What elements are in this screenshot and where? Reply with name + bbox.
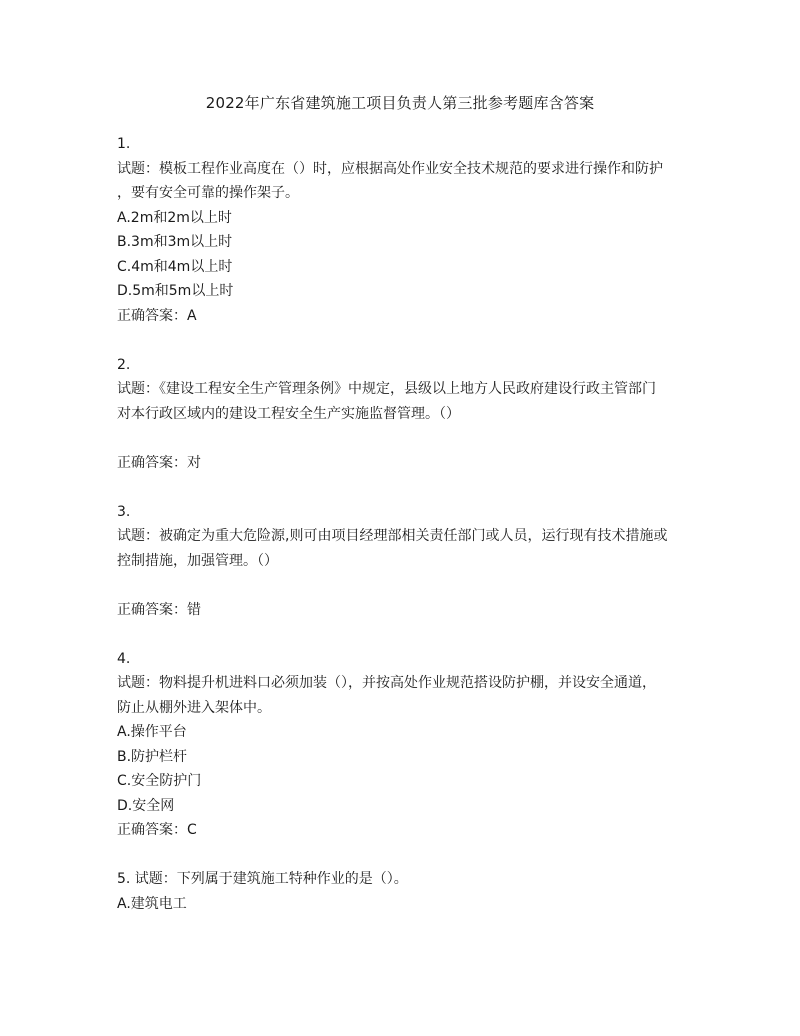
option-a: A.操作平台 — [117, 724, 187, 740]
correct-answer: 正确答案：错 — [117, 601, 201, 618]
question-number: 1. — [117, 136, 131, 152]
question-list — [117, 132, 692, 941]
question-stem-line: 控制措施，加强管理。（） — [117, 552, 278, 569]
question-2 — [117, 353, 692, 476]
question-stem-line: ，要有安全可靠的操作架子。 — [117, 185, 299, 201]
option-d: D.安全网 — [117, 797, 175, 814]
blank-line — [117, 573, 692, 598]
question-1 — [117, 132, 692, 328]
option-c: C.安全防护门 — [117, 773, 202, 789]
question-stem-line: 试题：被确定为重大危险源,则可由项目经理部相关责任部门或人员，运行现有技术措施或 — [117, 528, 668, 544]
option-a: A.2m和2m以上时 — [117, 209, 232, 226]
blank-line — [117, 426, 692, 451]
question-stem-line: 试题：模板工程作业高度在（）时，应根据高处作业安全技术规范的要求进行操作和防护 — [117, 160, 663, 177]
question-5 — [117, 867, 692, 916]
option-a: A.建筑电工 — [117, 895, 187, 912]
correct-answer: 正确答案：C — [117, 822, 197, 838]
correct-answer: 正确答案：对 — [117, 454, 201, 471]
question-stem-line: 试题：《建设工程安全生产管理条例》中规定，县级以上地方人民政府建设行政主管部门 — [117, 381, 656, 397]
question-4 — [117, 647, 692, 843]
option-b: B.防护栏杆 — [117, 748, 188, 765]
question-stem-line: 对本行政区域内的建设工程安全生产实施监督管理。（） — [117, 405, 460, 422]
document-title: 2022年广东省建筑施工项目负责人第三批参考题库含答案 — [205, 94, 595, 112]
option-c: C.4m和4m以上时 — [117, 258, 233, 275]
question-number: 4. — [117, 650, 131, 667]
question-3 — [117, 500, 692, 623]
option-d: D.5m和5m以上时 — [117, 283, 234, 299]
question-stem-line: 防止从棚外进入架体中。 — [117, 699, 271, 716]
question-stem-line: 5. 试题：下列属于建筑施工特种作业的是（）。 — [117, 871, 408, 887]
question-number: 3. — [117, 503, 131, 520]
question-stem-line: 试题：物料提升机进料口必须加装（），并按高处作业规范搭设防护棚，并设安全通道， — [117, 675, 656, 691]
question-number: 2. — [117, 356, 131, 373]
correct-answer: 正确答案：A — [117, 307, 197, 324]
option-b: B.3m和3m以上时 — [117, 234, 233, 250]
